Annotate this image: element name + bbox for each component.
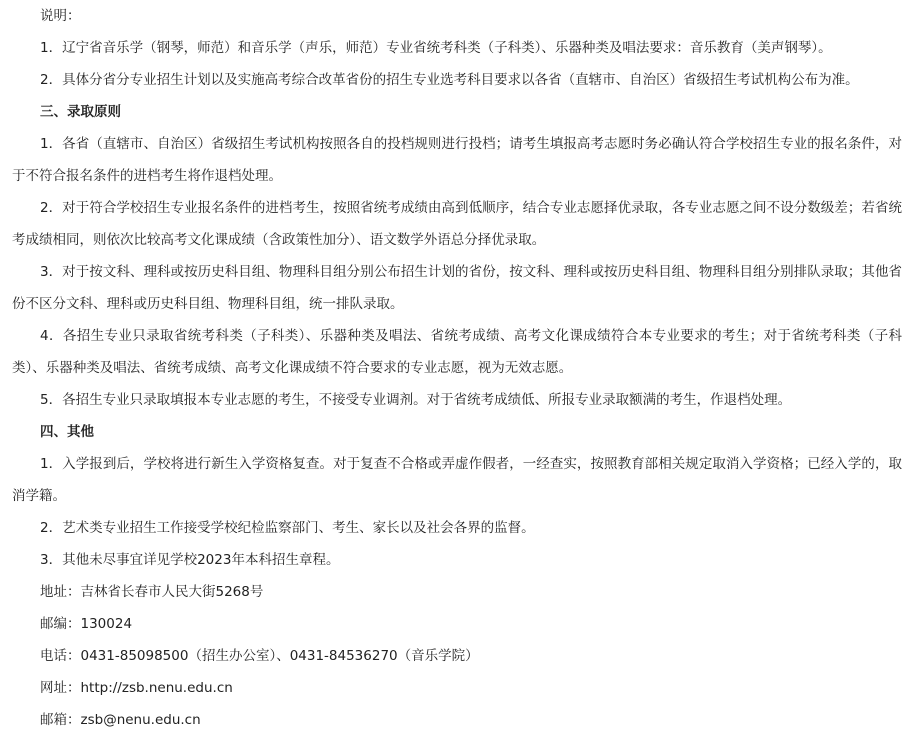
admission-rule-4: 4．各招生专业只录取省统考科类（子科类）、乐器种类及唱法、省统考成绩、高考文化课成绩符合本专业要求的考生；对于省统考科类（子科类）、乐器种类及唱法、省统考成绩、高考文化课成绩不符合要求的专业志愿，视为无效志愿。: [12, 328, 902, 376]
section-heading-admission: 三、录取原则: [40, 104, 121, 120]
contact-postcode: 邮编：130024: [40, 616, 133, 632]
other-item-2: 2．艺术类专业招生工作接受学校纪检监察部门、考生、家长以及社会各界的监督。: [40, 520, 535, 536]
admission-rule-3: 3．对于按文科、理科或按历史科目组、物理科目组分别公布招生计划的省份，按文科、理科或按历史科目组、物理科目组分别排队录取；其他省份不区分文科、理科或历史科目组、物理科目组，统一排队录取。: [12, 264, 902, 312]
contact-address: 地址：吉林省长春市人民大街5268号: [40, 584, 264, 600]
contact-email: 邮箱：zsb@nenu.edu.cn: [40, 712, 201, 728]
other-item-1: 1．入学报到后，学校将进行新生入学资格复查。对于复查不合格或弄虚作假者，一经查实，按照教育部相关规定取消入学资格；已经入学的，取消学籍。: [12, 456, 902, 504]
note-item-1: 1．辽宁省音乐学（钢琴，师范）和音乐学（声乐，师范）专业省统考科类（子科类）、乐器种类及唱法要求：音乐教育（美声钢琴）。: [40, 40, 832, 56]
contact-website: 网址：http://zsb.nenu.edu.cn: [40, 680, 233, 696]
section-heading-other: 四、其他: [40, 424, 94, 440]
admission-rule-2: 2．对于符合学校招生专业报名条件的进档考生，按照省统考成绩由高到低顺序，结合专业志愿择优录取，各专业志愿之间不设分数级差；若省统考成绩相同，则依次比较高考文化课成绩（含政策性加分）、语文数学外语总分择优录取。: [12, 200, 902, 248]
admission-rule-1: 1．各省（直辖市、自治区）省级招生考试机构按照各自的投档规则进行投档；请考生填报高考志愿时务必确认符合学校招生专业的报名条件，对于不符合报名条件的进档考生将作退档处理。: [12, 136, 902, 184]
note-item-2: 2．具体分省分专业招生计划以及实施高考综合改革省份的招生专业选考科目要求以各省（直辖市、自治区）省级招生考试机构公布为准。: [40, 72, 859, 88]
intro-label: 说明：: [40, 8, 81, 24]
other-item-3: 3．其他未尽事宜详见学校2023年本科招生章程。: [40, 552, 340, 568]
contact-phone: 电话：0431-85098500（招生办公室）、0431-84536270（音乐学院）: [40, 648, 479, 664]
admission-rule-5: 5．各招生专业只录取填报本专业志愿的考生，不接受专业调剂。对于省统考成绩低、所报专业录取额满的考生，作退档处理。: [40, 392, 792, 408]
